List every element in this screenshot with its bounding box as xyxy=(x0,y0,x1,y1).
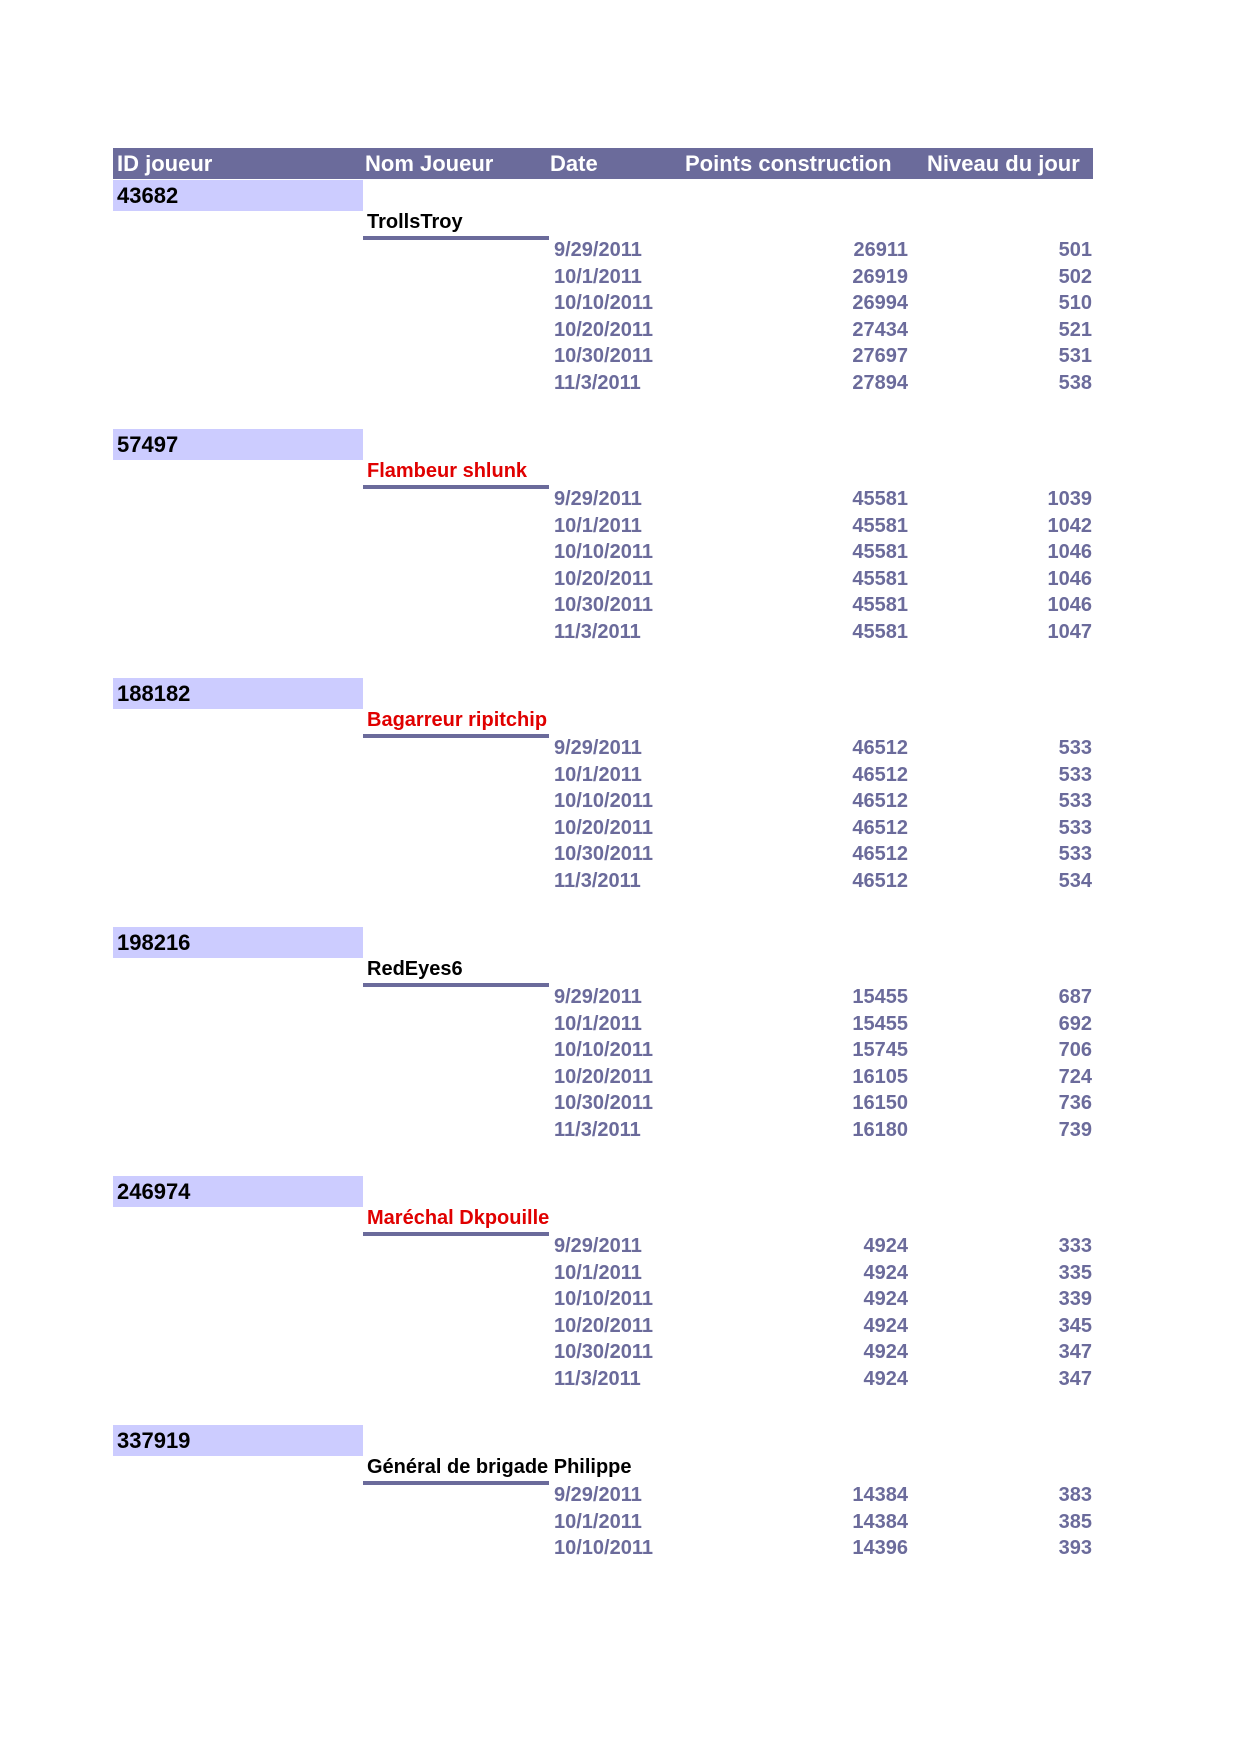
row-points: 15455 xyxy=(852,986,908,1008)
row-points: 45581 xyxy=(852,568,908,590)
row-points: 4924 xyxy=(863,1341,908,1363)
player-id-cell xyxy=(113,180,363,211)
row-date: 10/1/2011 xyxy=(554,764,642,786)
row-level: 347 xyxy=(1058,1368,1092,1390)
row-date: 11/3/2011 xyxy=(554,621,641,643)
row-date: 9/29/2011 xyxy=(554,239,642,261)
row-date: 10/10/2011 xyxy=(554,1537,653,1559)
row-date: 10/10/2011 xyxy=(554,541,653,563)
row-level: 736 xyxy=(1058,1092,1092,1114)
row-level: 533 xyxy=(1058,790,1092,812)
row-level: 687 xyxy=(1058,986,1092,1008)
row-points: 4924 xyxy=(863,1288,908,1310)
player-id: 57497 xyxy=(117,432,179,457)
row-points: 16105 xyxy=(852,1066,908,1088)
row-points: 45581 xyxy=(852,541,908,563)
row-date: 10/30/2011 xyxy=(554,594,653,616)
row-date: 10/30/2011 xyxy=(554,843,653,865)
table-header xyxy=(113,148,1093,179)
row-date: 9/29/2011 xyxy=(554,986,642,1008)
row-level: 706 xyxy=(1058,1039,1092,1061)
row-points: 4924 xyxy=(863,1262,908,1284)
row-level: 1039 xyxy=(1047,488,1092,510)
row-date: 10/1/2011 xyxy=(554,1013,642,1035)
player-name-underline xyxy=(363,1232,549,1236)
row-points: 15745 xyxy=(852,1039,908,1061)
row-date: 10/30/2011 xyxy=(554,1341,653,1363)
row-date: 9/29/2011 xyxy=(554,1235,642,1257)
row-points: 4924 xyxy=(863,1235,908,1257)
row-level: 501 xyxy=(1058,239,1092,261)
row-date: 10/20/2011 xyxy=(554,1315,653,1337)
row-date: 10/30/2011 xyxy=(554,345,653,367)
row-level: 502 xyxy=(1058,266,1092,288)
row-date: 10/10/2011 xyxy=(554,790,653,812)
player-id: 337919 xyxy=(117,1428,191,1453)
row-date: 10/1/2011 xyxy=(554,1262,642,1284)
header-id: ID joueur xyxy=(117,151,213,176)
row-level: 538 xyxy=(1058,372,1092,394)
row-date: 11/3/2011 xyxy=(554,1368,641,1390)
row-level: 692 xyxy=(1058,1013,1092,1035)
row-date: 10/10/2011 xyxy=(554,1039,653,1061)
header-points: Points construction xyxy=(685,151,892,176)
row-date: 10/20/2011 xyxy=(554,568,653,590)
row-level: 333 xyxy=(1058,1235,1092,1257)
row-level: 347 xyxy=(1058,1341,1092,1363)
row-points: 45581 xyxy=(852,488,908,510)
row-date: 9/29/2011 xyxy=(554,1484,642,1506)
row-points: 4924 xyxy=(863,1368,908,1390)
row-level: 533 xyxy=(1058,764,1092,786)
row-level: 533 xyxy=(1058,737,1092,759)
player-id-cell xyxy=(113,429,363,460)
row-level: 739 xyxy=(1058,1119,1092,1141)
header-date: Date xyxy=(550,151,598,176)
player-id: 188182 xyxy=(117,681,191,706)
row-level: 1047 xyxy=(1047,621,1092,643)
row-date: 9/29/2011 xyxy=(554,737,642,759)
player-id: 246974 xyxy=(117,1179,191,1204)
row-level: 533 xyxy=(1058,817,1092,839)
row-level: 1046 xyxy=(1047,594,1092,616)
row-points: 46512 xyxy=(852,870,908,892)
row-date: 10/1/2011 xyxy=(554,515,642,537)
row-points: 46512 xyxy=(852,817,908,839)
row-points: 46512 xyxy=(852,843,908,865)
row-points: 26911 xyxy=(853,239,908,261)
player-id-cell xyxy=(113,678,363,709)
row-level: 1046 xyxy=(1047,568,1092,590)
player-id-cell xyxy=(113,1176,363,1207)
row-points: 26994 xyxy=(852,292,908,314)
row-level: 531 xyxy=(1058,345,1092,367)
player-id: 43682 xyxy=(117,183,179,208)
player-name: RedEyes6 xyxy=(367,958,463,980)
row-points: 15455 xyxy=(852,1013,908,1035)
row-date: 10/30/2011 xyxy=(554,1092,653,1114)
player-name: Général de brigade Philippe xyxy=(367,1456,632,1478)
row-date: 10/20/2011 xyxy=(554,817,653,839)
row-points: 46512 xyxy=(852,790,908,812)
row-date: 10/10/2011 xyxy=(554,1288,653,1310)
player-name-underline xyxy=(363,734,549,738)
header-level: Niveau du jour xyxy=(927,151,1080,176)
row-level: 510 xyxy=(1058,292,1092,314)
row-level: 393 xyxy=(1058,1537,1092,1559)
player-id: 198216 xyxy=(117,930,191,955)
row-points: 27434 xyxy=(852,319,908,341)
row-points: 46512 xyxy=(852,764,908,786)
row-points: 26919 xyxy=(852,266,908,288)
row-points: 27894 xyxy=(852,372,908,394)
row-level: 345 xyxy=(1058,1315,1092,1337)
row-date: 10/20/2011 xyxy=(554,319,653,341)
row-level: 534 xyxy=(1058,870,1092,892)
row-date: 10/10/2011 xyxy=(554,292,653,314)
row-date: 11/3/2011 xyxy=(554,1119,641,1141)
player-id-cell xyxy=(113,927,363,958)
row-points: 14384 xyxy=(852,1511,908,1533)
row-points: 45581 xyxy=(852,594,908,616)
player-name-underline xyxy=(363,983,549,987)
row-level: 533 xyxy=(1058,843,1092,865)
row-points: 16150 xyxy=(852,1092,908,1114)
row-points: 14384 xyxy=(852,1484,908,1506)
player-name: TrollsTroy xyxy=(367,211,463,233)
row-level: 1046 xyxy=(1047,541,1092,563)
row-level: 339 xyxy=(1058,1288,1092,1310)
row-points: 46512 xyxy=(852,737,908,759)
row-level: 383 xyxy=(1058,1484,1092,1506)
player-name: Maréchal Dkpouille xyxy=(367,1207,550,1229)
row-points: 45581 xyxy=(852,621,908,643)
player-name: Flambeur shlunk xyxy=(367,460,528,482)
player-id-cell xyxy=(113,1425,363,1456)
row-points: 4924 xyxy=(863,1315,908,1337)
player-name-underline xyxy=(363,236,549,240)
row-level: 335 xyxy=(1058,1262,1092,1284)
row-date: 10/1/2011 xyxy=(554,1511,642,1533)
row-points: 14396 xyxy=(852,1537,908,1559)
row-points: 16180 xyxy=(852,1119,908,1141)
row-level: 521 xyxy=(1058,319,1092,341)
row-date: 9/29/2011 xyxy=(554,488,642,510)
header-name: Nom Joueur xyxy=(365,151,494,176)
player-name: Bagarreur ripitchip xyxy=(367,709,548,731)
row-level: 724 xyxy=(1058,1066,1092,1088)
row-points: 45581 xyxy=(852,515,908,537)
row-points: 27697 xyxy=(852,345,908,367)
player-name-underline xyxy=(363,485,549,489)
row-date: 11/3/2011 xyxy=(554,870,641,892)
player-name-underline xyxy=(363,1481,549,1485)
row-date: 10/20/2011 xyxy=(554,1066,653,1088)
row-date: 10/1/2011 xyxy=(554,266,642,288)
row-level: 385 xyxy=(1058,1511,1092,1533)
row-level: 1042 xyxy=(1047,515,1092,537)
row-date: 11/3/2011 xyxy=(554,372,641,394)
